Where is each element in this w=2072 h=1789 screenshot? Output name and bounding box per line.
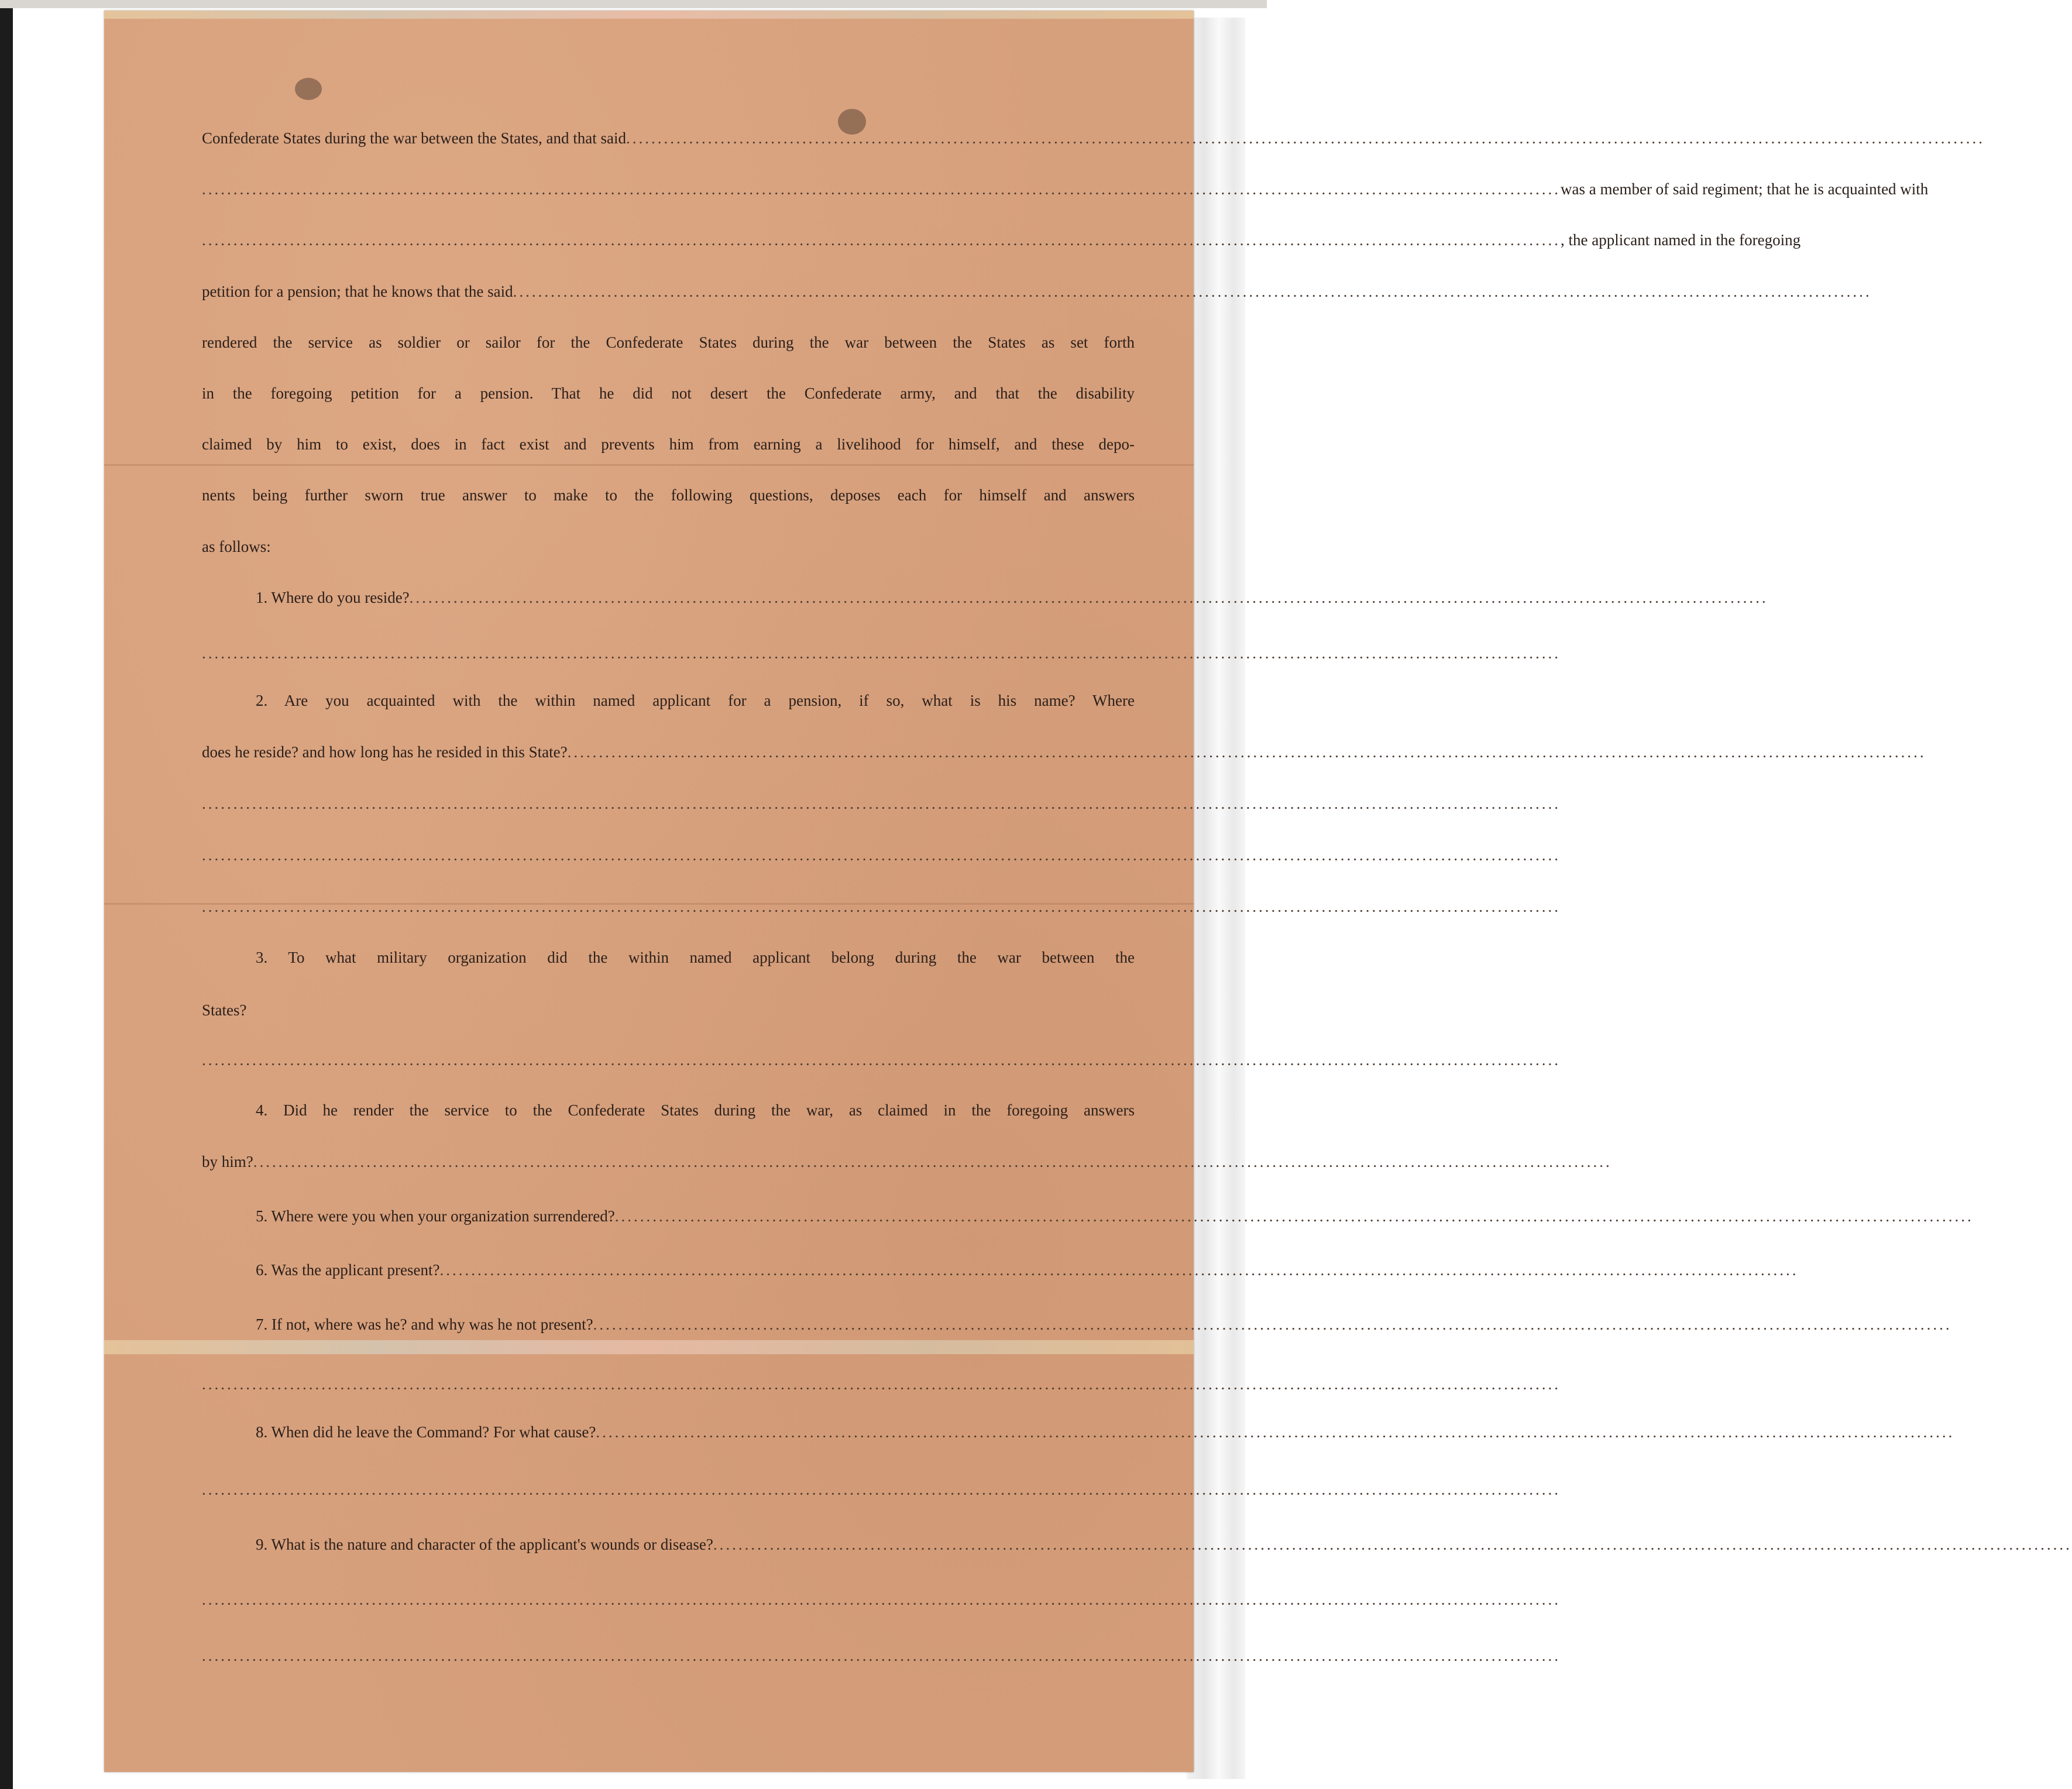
question-2-cont: does he reside? and how long has he resided in this State? ........................................................................................................................................................................................................................ <box>202 737 1135 767</box>
tape-middle <box>104 1340 1194 1354</box>
answer-blank[interactable]: ........................................................................................................................................................................................................................ <box>202 644 1561 662</box>
scan-edge <box>0 0 13 1789</box>
question-1: 1. Where do you reside? ........................................................................................................................................................................................................................ <box>202 583 1135 612</box>
answer-blank[interactable]: ........................................................................................................................................................................................................................ <box>202 795 1561 812</box>
question-4: 4. Did he render the service to the Confederate States during the war, as claimed in the foregoing answers <box>256 1101 1135 1119</box>
answer-line <box>202 638 1561 668</box>
answer-line <box>202 1045 1561 1074</box>
question-4-cont: by him? ........................................................................................................................................................................................................................ <box>202 1147 1135 1176</box>
answer-line <box>202 840 1561 870</box>
question-6: 6. Was the applicant present? ........................................................................................................................................................................................................................ <box>202 1255 1135 1285</box>
fill-in-blank[interactable]: ........................................................................................................................................................................................................................ <box>626 129 1985 147</box>
question-7: 7. If not, where was he? and why was he not present? ........................................................................................................................................................................................................................ <box>202 1310 1135 1339</box>
pension-affidavit-page <box>104 11 1194 1772</box>
answer-blank[interactable]: ........................................................................................................................................................................................................................ <box>202 898 1561 915</box>
answer-blank[interactable]: ........................................................................................................................................................................................................................ <box>596 1423 1955 1441</box>
answer-blank[interactable]: ........................................................................................................................................................................................................................ <box>202 1647 1561 1664</box>
answer-blank[interactable]: ........................................................................................................................................................................................................................ <box>202 1375 1561 1393</box>
body-line-9: as follows: <box>202 538 271 555</box>
answer-blank[interactable]: ........................................................................................................................................................................................................................ <box>614 1207 1974 1225</box>
fill-in-blank[interactable]: ........................................................................................................................................................................................................................ <box>202 231 1561 249</box>
answer-line <box>202 1369 1561 1399</box>
answer-blank[interactable]: ........................................................................................................................................................................................................................ <box>202 1591 1561 1608</box>
answer-line <box>202 1475 1561 1504</box>
answer-blank[interactable]: ........................................................................................................................................................................................................................ <box>439 1261 1799 1279</box>
fill-in-blank[interactable]: ........................................................................................................................................................................................................................ <box>202 180 1561 198</box>
fill-in-blank[interactable]: ........................................................................................................................................................................................................................ <box>513 283 1872 300</box>
answer-blank[interactable]: ........................................................................................................................................................................................................................ <box>593 1316 1952 1333</box>
body-line-5: rendered the service as soldier or sailor for the Confederate States during the war between the States as set forth <box>202 334 1135 351</box>
question-2: 2. Are you acquainted with the within named applicant for a pension, if so, what is his name? Where <box>256 692 1135 709</box>
question-5: 5. Where were you when your organization surrendered? ........................................................................................................................................................................................................................ <box>202 1201 1135 1231</box>
question-3-cont: States? <box>202 1001 247 1019</box>
question-3: 3. To what military organization did the within named applicant belong during the war between the <box>256 949 1135 966</box>
answer-blank[interactable]: ........................................................................................................................................................................................................................ <box>713 1536 2072 1553</box>
question-8: 8. When did he leave the Command? For what cause? ........................................................................................................................................................................................................................ <box>202 1417 1135 1447</box>
body-line-7: claimed by him to exist, does in fact exist and prevents him from earning a livelihood for himself, and these depo- <box>202 435 1135 453</box>
answer-line <box>202 892 1561 921</box>
scan-top-band <box>0 0 1267 8</box>
answer-blank[interactable]: ........................................................................................................................................................................................................................ <box>202 846 1561 864</box>
stain-mark <box>295 78 322 100</box>
intro-line-2: ........................................................................................................................................................................................................................ was a member of said regiment; that he is acquainted with <box>202 174 1135 204</box>
answer-line <box>202 789 1561 818</box>
answer-line <box>202 1641 1561 1670</box>
body-line-6: in the foregoing petition for a pension. That he did not desert the Confederate army, and that the disability <box>202 384 1135 402</box>
fold-line <box>104 464 1194 466</box>
answer-blank[interactable]: ........................................................................................................................................................................................................................ <box>567 743 1926 761</box>
question-9: 9. What is the nature and character of the applicant's wounds or disease? ........................................................................................................................................................................................................................ <box>202 1530 1135 1559</box>
answer-blank[interactable]: ........................................................................................................................................................................................................................ <box>409 589 1768 606</box>
body-line-8: nents being further sworn true answer to make to the following questions, deposes each for himself and answers <box>202 486 1135 504</box>
answer-blank[interactable]: ........................................................................................................................................................................................................................ <box>202 1051 1561 1069</box>
intro-line-3: ........................................................................................................................................................................................................................ , the applicant named in the foregoing <box>202 225 1135 255</box>
intro-line-4: petition for a pension; that he knows that the said ........................................................................................................................................................................................................................ <box>202 277 1135 306</box>
answer-blank[interactable]: ........................................................................................................................................................................................................................ <box>253 1153 1612 1170</box>
tape-top <box>104 11 1194 19</box>
answer-blank[interactable]: ........................................................................................................................................................................................................................ <box>202 1481 1561 1498</box>
intro-line-1: Confederate States during the war between the States, and that said ........................................................................................................................................................................................................................ <box>202 123 1135 153</box>
answer-line <box>202 1585 1561 1614</box>
